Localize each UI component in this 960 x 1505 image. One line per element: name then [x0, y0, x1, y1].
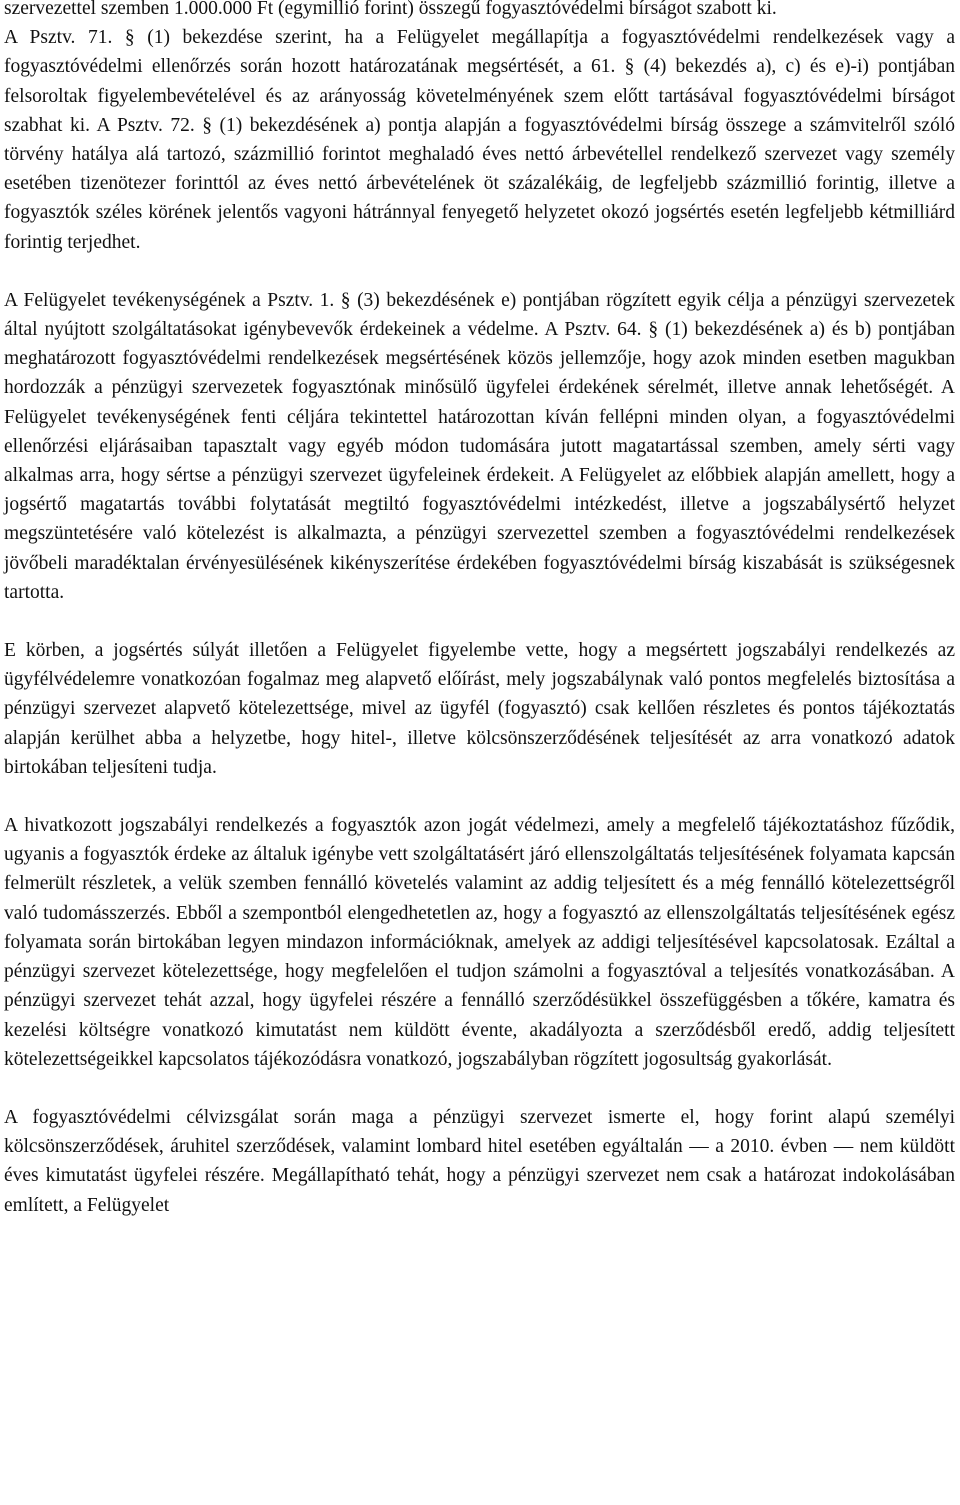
paragraph-gap — [4, 607, 955, 636]
paragraph-severity: E körben, a jogsértés súlyát illetően a Felügyelet figyelembe vette, hogy a megsértett jogszabályi rendelkezés az ügyfélvédelemre vonatkozóan fogalmaz meg alapvető előírást, mely jogszabálynak való pontos megfelelés biztosítása a pénzügyi szervezet alapvető kötelezettsége, mivel az ügyfél (fogyasztó) csak kellően részletes és pontos tájékoztatás alapján kerülhet abba a helyzetbe, hogy hitel-, illetve kölcsönszerződésének teljesítését az arra vonatkozó adatok birtokában teljesíteni tudja. — [4, 640, 955, 778]
paragraph-supervision-goal: A Felügyelet tevékenységének a Psztv. 1. § (3) bekezdésének e) pontjában rögzített egyik célja a pénzügyi szervezetek által nyújtott szolgáltatásokat igénybevevők érdekeinek a védelme. A Psztv. 64. § (1) bekezdésének a) és b) pontjában meghatározott fogyasztóvédelmi rendelkezések megsértésének közös jellemzője, hogy azok minden esetben magukban hordozzák a pénzügyi szervezetek fogyasztónak minősülő ügyfelei érdekének sérelmét, illetve annak lehetőségét. A Felügyelet tevékenységének fenti céljára tekintettel határozottan kíván fellépni minden olyan, a fogyasztóvédelmi ellenőrzési eljárásaiban tapasztalt vagy egyéb módon tudomására jutott magatartással szemben, amely sérti vagy alkalmas arra, hogy sértse a pénzügyi szervezet ügyfeleinek érdekeit. A Felügyelet az előbbiek alapján amellett, hogy a jogsértő magatartás további folytatását megtiltó fogyasztóvédelmi intézkedést, illetve a jogszabálysértő helyzet megszüntetésére való kötelezést is alkalmazta, a pénzügyi szervezettel szemben a fogyasztóvédelmi rendelkezések jövőbeli maradéktalan érvényesülésének kikényszerítése érdekében fogyasztóvédelmi bírság kiszabását is szükségesnek tartotta. — [4, 289, 955, 603]
paragraph-gap — [4, 782, 955, 811]
paragraph-targeted-audit: A fogyasztóvédelmi célvizsgálat során maga a pénzügyi szervezet ismerte el, hogy forint alapú személyi kölcsönszerződések, áruhitel szerződések, valamint lombard hitel esetében egyáltalán — a 2010. évben — nem küldött éves kimutatást ügyfelei részére. Megállapítható tehát, hogy a pénzügyi szervezet nem csak a határozat indokolásában említett, a Felügyelet — [4, 1106, 955, 1216]
paragraph-gap — [4, 1074, 955, 1103]
paragraph-consumer-rights: A hivatkozott jogszabályi rendelkezés a fogyasztók azon jogát védelmezi, amely a megfelelő tájékoztatáshoz fűződik, ugyanis a fogyasztók érdeke az általuk igénybe vett szolgáltatásért járó ellenszolgáltatás teljesítésének folyamata kapcsán felmerült részletek, a velük szemben fennálló követelés valamint az addig teljesített és a még fennálló kötelezettségről való tudomásszerzés. Ebből a szempontból elengedhetetlen az, hogy a fogyasztó az ellenszolgáltatás teljesítésének egész folyamata során birtokában legyen mindazon információknak, amelyek az addigi teljesítésével kapcsolatosak. Ezáltal a pénzügyi szervezet kötelezettsége, hogy megfelelően el tudjon számolni a fogyasztóval a teljesítés vonatkozásában. A pénzügyi szervezet tehát azzal, hogy ügyfelei részére a fennálló szerződésükkel összefüggésben a tőkére, kamatra és kezelési költségre vonatkozó kimutatást nem küldött évente, akadályozta a szerződésből eredő, addig teljesített kötelezettségeikkel kapcsolatos tájékozódásra vonatkozó, jogszabályban rögzített jogosultság gyakorlását. — [4, 815, 955, 1070]
paragraph-fine-summary: szervezettel szemben 1.000.000 Ft (egymillió forint) összegű fogyasztóvédelmi bírságot szabott ki. — [4, 0, 777, 19]
paragraph-legal-basis: A Psztv. 71. § (1) bekezdése szerint, ha a Felügyelet megállapítja a fogyasztóvédelmi rendelkezések vagy a fogyasztóvédelmi ellenőrzés során hozott határozatának megsértését, a 61. § (4) bekezdés a), c) és e)-i) pontjában felsoroltak figyelembevételével és az arányosság követelményének szem előtt tartásával fogyasztóvédelmi bírságot szabhat ki. A Psztv. 72. § (1) bekezdésének a) pontja alapján a fogyasztóvédelmi bírság összege a számvitelről szóló törvény hatálya alá tartozó, százmillió forintot meghaladó éves nettó árbevétellel rendelkező szervezet vagy személy esetében tizenötezer forinttól az éves nettó árbevételének öt százalékáig, de legfeljebb százmillió forintig, illetve a fogyasztók széles körének jelentős vagyoni hátránnyal fenyegető helyzetet okozó jogsértés esetén legfeljebb kétmilliárd forintig terjedhet. — [4, 27, 955, 253]
paragraph-gap — [4, 257, 955, 286]
document-page — [4, 0, 955, 1220]
